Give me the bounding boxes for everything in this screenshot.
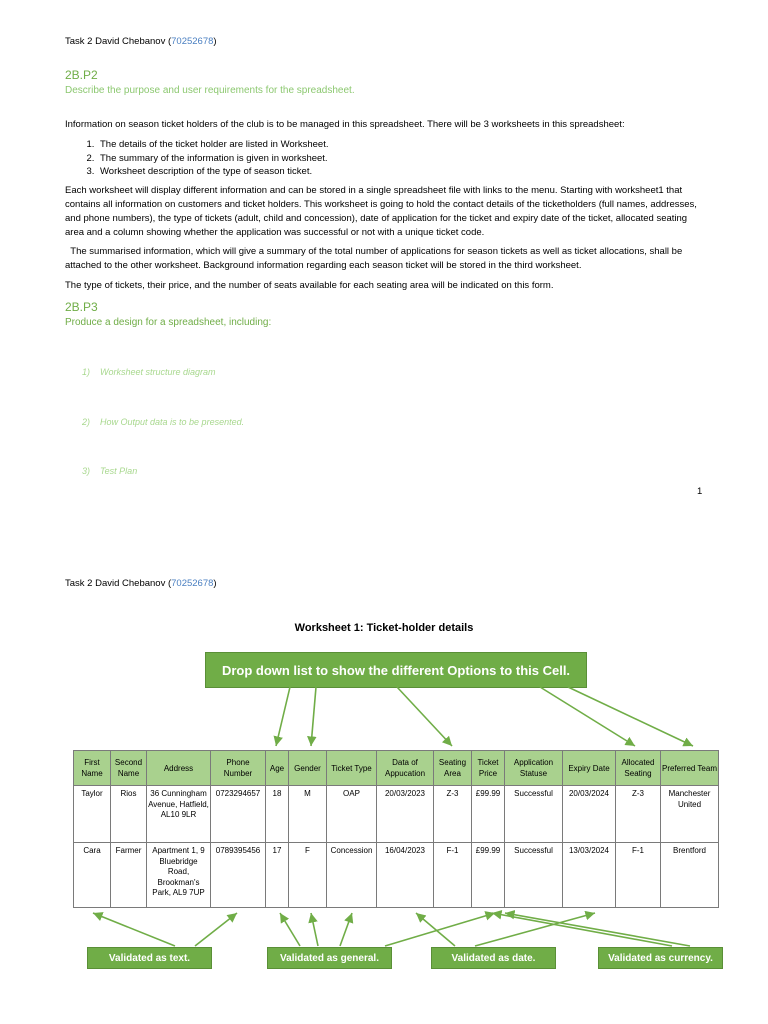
table-cell: 17: [266, 843, 289, 908]
column-header: Preferred Team: [661, 751, 719, 786]
arrow: [276, 687, 290, 746]
section-heading-p3: 2B.P3: [65, 300, 98, 314]
table-cell: Farmer: [111, 843, 147, 908]
list-item: 1. The details of the ticket holder are listed in Worksheet.: [97, 138, 328, 152]
table-cell: 13/03/2024: [563, 843, 616, 908]
table-cell: Taylor: [74, 786, 111, 843]
list-item: 2. The summary of the information is given in worksheet.: [97, 152, 328, 166]
table-cell: M: [289, 786, 327, 843]
arrow: [416, 913, 455, 946]
table-cell: OAP: [327, 786, 377, 843]
table-cell: Successful: [505, 786, 563, 843]
page-header: Task 2 David Chebanov (70252678): [65, 36, 217, 47]
table-cell: Apartment 1, 9 Bluebridge Road, Brookman's Park, AL9 7UP: [147, 843, 211, 908]
table-cell: Brentford: [661, 843, 719, 908]
table-cell: F: [289, 843, 327, 908]
column-header: Expiry Date: [563, 751, 616, 786]
page-number: 1: [697, 486, 703, 497]
paragraph-ticket-types: The type of tickets, their price, and the number of seats available for each seating area will be indicated on this form.: [65, 280, 554, 291]
arrow: [311, 913, 318, 946]
section-subtitle-p3: Produce a design for a spreadsheet, including:: [65, 317, 272, 328]
table-cell: F-1: [434, 843, 472, 908]
arrow: [195, 913, 237, 946]
column-header: Allocated Seating: [616, 751, 661, 786]
column-header: Application Statuse: [505, 751, 563, 786]
paragraph-summary: The summarised information, which will give a summary of the total number of applications for season tickets as well as ticket allocations, shall be attached to the other worksheet. Background information regarding each season ticket will be stored in the third worksheet.: [65, 246, 685, 271]
arrow: [311, 687, 316, 746]
column-header: Ticket Type: [327, 751, 377, 786]
column-header: Data of Appucation: [377, 751, 434, 786]
arrow: [280, 913, 300, 946]
arrow: [93, 913, 175, 946]
table-cell: 20/03/2024: [563, 786, 616, 843]
section-heading-p2: 2B.P2: [65, 68, 98, 82]
page-header: Task 2 David Chebanov (70252678): [65, 578, 217, 589]
table-cell: Cara: [74, 843, 111, 908]
validated-text-label: Validated as text.: [87, 947, 212, 969]
column-header: First Name: [74, 751, 111, 786]
paragraph-worksheet-details: Each worksheet will display different information and can be stored in a single spreadsheet file with links to the menu. Starting with worksheet1 that contains all information on customers and ticket holders. This worksheet is going to hold the contact details of the ticketholders (full names, addresses, and phone numbers), the type of tickets (adult, child and concession), date of application for the ticket and expiry date of the ticket, allocated seating area and a column showing whether the application was successful or not with a unique ticket code.: [65, 185, 697, 238]
column-header: Address: [147, 751, 211, 786]
dropdown-callout: Drop down list to show the different Options to this Cell.: [205, 652, 587, 688]
table-cell: F-1: [616, 843, 661, 908]
table-cell: 20/03/2023: [377, 786, 434, 843]
table-cell: Z-3: [616, 786, 661, 843]
table-cell: 18: [266, 786, 289, 843]
list-item: 2) How Output data is to be presented.: [82, 416, 245, 427]
worksheet-title: Worksheet 1: Ticket-holder details: [294, 622, 474, 634]
student-number: 70252678: [171, 578, 214, 589]
table-cell: Concession: [327, 843, 377, 908]
table-cell: £99.99: [472, 786, 505, 843]
list-item: 3) Test Plan: [82, 466, 138, 476]
list-item: 3. Worksheet description of the type of season ticket.: [97, 165, 328, 179]
validated-general-label: Validated as general.: [267, 947, 392, 969]
arrow: [492, 913, 672, 946]
column-header: Gender: [289, 751, 327, 786]
table-cell: Z-3: [434, 786, 472, 843]
table-cell: 0723294657: [211, 786, 266, 843]
section-subtitle-p2: Describe the purpose and user requirements for the spreadsheet.: [65, 85, 355, 96]
list-item: 1) Worksheet structure diagram: [82, 367, 216, 377]
column-header: Age: [266, 751, 289, 786]
column-header: Second Name: [111, 751, 147, 786]
table-cell: £99.99: [472, 843, 505, 908]
column-header: Phone Number: [211, 751, 266, 786]
table-cell: Manchester United: [661, 786, 719, 843]
validated-currency-label: Validated as currency.: [598, 947, 723, 969]
student-number: 70252678: [171, 36, 214, 47]
validated-date-label: Validated as date.: [431, 947, 556, 969]
column-header: Ticket Price: [472, 751, 505, 786]
intro-paragraph: Information on season ticket holders of the club is to be managed in this spreadsheet. There will be 3 worksheets in this spreadsheet:: [65, 119, 625, 130]
table-cell: Successful: [505, 843, 563, 908]
arrow: [385, 913, 495, 946]
arrow: [340, 913, 352, 946]
table-cell: 36 Cunningham Avenue, Hatfield, AL10 9LR: [147, 786, 211, 843]
table-cell: 0789395456: [211, 843, 266, 908]
column-header: Seating Area: [434, 751, 472, 786]
table-cell: 16/04/2023: [377, 843, 434, 908]
table-cell: Rios: [111, 786, 147, 843]
arrow: [397, 687, 452, 746]
